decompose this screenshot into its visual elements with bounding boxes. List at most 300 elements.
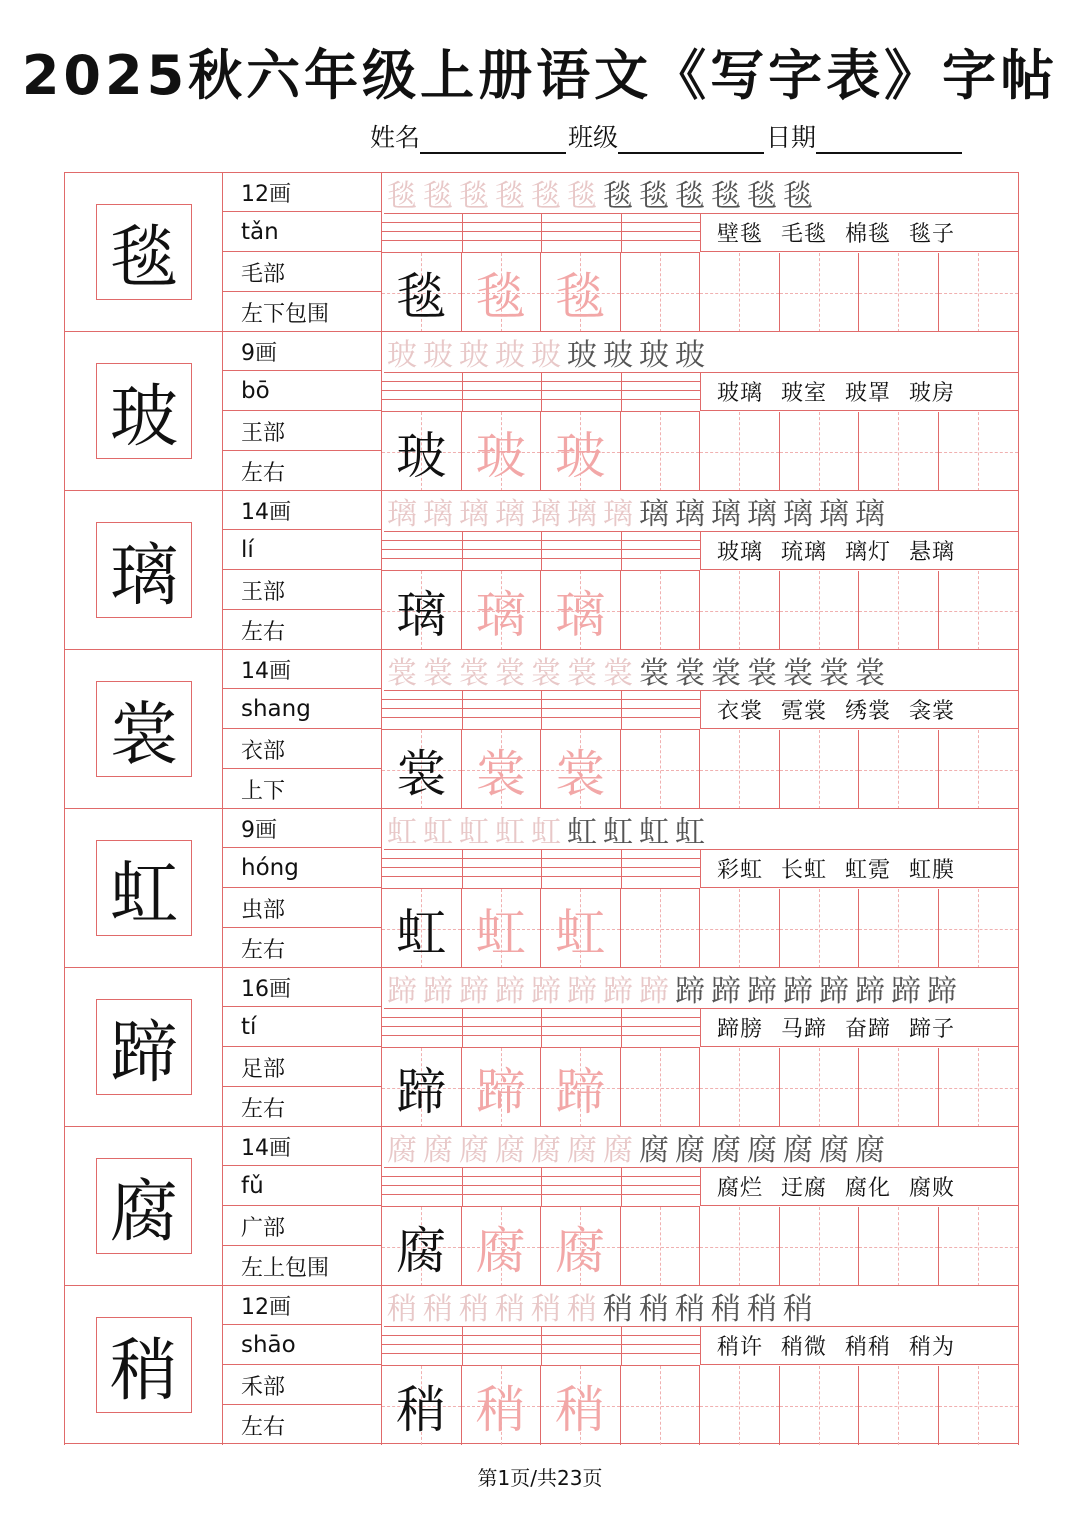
practice-area <box>381 1285 1019 1445</box>
writing-cell[interactable] <box>541 412 621 491</box>
writing-cell[interactable] <box>939 1207 1019 1286</box>
model-character-cell <box>64 1285 223 1445</box>
stroke-step: 腐 <box>639 1133 669 1168</box>
writing-cell[interactable] <box>462 1366 542 1445</box>
stroke-step: 蹄 <box>927 974 957 1009</box>
guide-divider <box>541 531 542 570</box>
model-character-cell <box>64 808 223 968</box>
guide-divider <box>621 1167 622 1206</box>
model-character-cell <box>64 1126 223 1286</box>
writing-cell[interactable] <box>382 253 462 332</box>
stroke-step: 稍 <box>495 1292 525 1327</box>
example-word: 玻璃 <box>717 380 764 406</box>
writing-cell[interactable] <box>541 730 621 809</box>
stroke-step: 稍 <box>603 1292 633 1327</box>
stroke-step: 玻 <box>387 338 417 373</box>
tracing-character: 玻 <box>555 426 606 485</box>
writing-cell[interactable] <box>859 412 939 491</box>
writing-cell[interactable] <box>621 253 701 332</box>
writing-cell[interactable] <box>939 253 1019 332</box>
stroke-step: 毯 <box>423 179 453 214</box>
cell-guide <box>780 1247 859 1248</box>
writing-cell[interactable] <box>780 412 860 491</box>
writing-cell[interactable] <box>780 1366 860 1445</box>
example-word: 玻罩 <box>845 380 892 406</box>
stroke-step: 玻 <box>531 338 561 373</box>
sample-character: 玻 <box>396 426 447 485</box>
example-word: 绣裳 <box>845 698 892 724</box>
writing-cell[interactable] <box>621 889 701 968</box>
stroke-step: 裳 <box>747 656 777 691</box>
radical-label: 足部 <box>223 1048 382 1087</box>
stroke-step: 虹 <box>387 815 417 850</box>
pinyin-writing-lines[interactable] <box>382 1008 700 1048</box>
stroke-step: 毯 <box>639 179 669 214</box>
tracing-character: 腐 <box>555 1221 606 1280</box>
guide-divider <box>621 690 622 729</box>
writing-cell[interactable] <box>382 412 462 491</box>
stroke-step: 毯 <box>387 179 417 214</box>
writing-cell[interactable] <box>621 1366 701 1445</box>
stroke-order-strip <box>384 1286 1018 1327</box>
guide-divider <box>462 849 463 888</box>
writing-cell[interactable] <box>621 1207 701 1286</box>
tracing-character: 稍 <box>475 1380 526 1439</box>
stroke-step: 腐 <box>783 1133 813 1168</box>
stroke-step: 蹄 <box>891 974 921 1009</box>
pinyin-writing-lines[interactable] <box>382 1167 700 1207</box>
structure-label: 左下包围 <box>241 302 330 327</box>
writing-cell[interactable] <box>700 730 780 809</box>
stroke-step: 璃 <box>675 497 705 532</box>
tracing-character: 璃 <box>555 585 606 644</box>
example-word: 虹霓 <box>845 857 892 883</box>
character-row <box>64 490 1018 649</box>
character-info <box>222 331 382 491</box>
stroke-step: 蹄 <box>387 974 417 1009</box>
cell-guide <box>859 1088 938 1089</box>
writing-cell[interactable] <box>700 253 780 332</box>
pinyin-writing-lines[interactable] <box>382 531 700 571</box>
model-character: 玻 <box>96 363 192 459</box>
writing-cell[interactable] <box>700 1048 780 1127</box>
guide-divider <box>462 372 463 411</box>
example-words <box>700 213 1018 252</box>
cell-guide <box>621 293 700 294</box>
cell-guide <box>780 929 859 930</box>
pinyin-label: shāo <box>223 1326 382 1365</box>
stroke-count-label: 12画 <box>223 173 382 212</box>
stroke-step: 蹄 <box>639 974 669 1009</box>
guide-divider <box>541 1008 542 1047</box>
stroke-count-label: 9画 <box>223 332 382 371</box>
writing-cell[interactable] <box>939 1366 1019 1445</box>
stroke-step: 稍 <box>783 1292 813 1327</box>
example-word: 悬璃 <box>909 539 956 565</box>
example-word: 迂腐 <box>781 1175 828 1201</box>
cell-guide <box>700 929 779 930</box>
stroke-step: 稍 <box>747 1292 777 1327</box>
structure-label: 左右 <box>241 461 286 486</box>
stroke-step: 璃 <box>711 497 741 532</box>
writing-cell[interactable] <box>700 1207 780 1286</box>
guide-divider <box>621 213 622 252</box>
stroke-step: 毯 <box>495 179 525 214</box>
tracing-character: 蹄 <box>475 1062 526 1121</box>
guide-divider <box>462 213 463 252</box>
writing-cell[interactable] <box>462 253 542 332</box>
example-word: 腐败 <box>909 1175 956 1201</box>
example-word: 玻房 <box>909 380 956 406</box>
writing-cell[interactable] <box>939 571 1019 650</box>
character-row <box>64 331 1018 490</box>
writing-cell[interactable] <box>621 730 701 809</box>
stroke-step: 蹄 <box>459 974 489 1009</box>
stroke-count-label: 12画 <box>223 1286 382 1325</box>
date-blank[interactable] <box>816 124 962 154</box>
stroke-step: 蹄 <box>783 974 813 1009</box>
stroke-step: 裳 <box>531 656 561 691</box>
tracing-character: 虹 <box>555 903 606 962</box>
tracing-character: 虹 <box>475 903 526 962</box>
character-info <box>222 967 382 1127</box>
stroke-step: 毯 <box>567 179 597 214</box>
page-footer: 第1页/共23页 <box>477 1466 603 1490</box>
guide-divider <box>541 690 542 729</box>
writing-cell[interactable] <box>541 1366 621 1445</box>
example-word: 毛毯 <box>781 221 828 247</box>
guide-divider <box>621 1326 622 1365</box>
structure-label: 左右 <box>241 1415 286 1440</box>
stroke-step: 裳 <box>711 656 741 691</box>
guide-divider <box>621 372 622 411</box>
cell-guide <box>700 1406 779 1407</box>
character-row <box>64 967 1018 1126</box>
writing-cell[interactable] <box>700 412 780 491</box>
character-info <box>222 1285 382 1445</box>
cell-guide <box>700 452 779 453</box>
stroke-step: 毯 <box>747 179 777 214</box>
cell-guide <box>859 929 938 930</box>
cell-guide <box>700 611 779 612</box>
model-character-cell <box>64 490 223 650</box>
name-label: 姓名 <box>370 123 421 152</box>
guide-divider <box>541 1167 542 1206</box>
stroke-step: 璃 <box>423 497 453 532</box>
writing-cell[interactable] <box>780 730 860 809</box>
example-words <box>700 690 1018 729</box>
writing-cell[interactable] <box>859 889 939 968</box>
practice-area <box>381 967 1019 1127</box>
stroke-order-strip <box>384 491 1018 532</box>
pinyin-label: fǔ <box>223 1167 382 1206</box>
name-blank[interactable] <box>420 124 566 154</box>
pinyin-writing-lines[interactable] <box>382 213 700 253</box>
writing-cell[interactable] <box>700 1366 780 1445</box>
writing-cell[interactable] <box>939 730 1019 809</box>
character-info <box>222 490 382 650</box>
radical-label: 毛部 <box>223 253 382 292</box>
structure-label: 左上包围 <box>241 1256 330 1281</box>
example-word: 稍许 <box>717 1334 764 1360</box>
stroke-step: 裳 <box>459 656 489 691</box>
radical-label: 虫部 <box>223 889 382 928</box>
model-character: 蹄 <box>96 999 192 1095</box>
stroke-step: 玻 <box>423 338 453 373</box>
cell-guide <box>700 1088 779 1089</box>
example-word: 彩虹 <box>717 857 764 883</box>
cell-guide <box>780 770 859 771</box>
stroke-step: 稍 <box>675 1292 705 1327</box>
character-info <box>222 649 382 809</box>
example-word: 稍稍 <box>845 1334 892 1360</box>
stroke-step: 蹄 <box>711 974 741 1009</box>
stroke-step: 稍 <box>459 1292 489 1327</box>
pinyin-writing-lines[interactable] <box>382 690 700 730</box>
writing-cell[interactable] <box>621 1048 701 1127</box>
stroke-step: 虹 <box>603 815 633 850</box>
guide-divider <box>462 690 463 729</box>
character-row <box>64 649 1018 808</box>
writing-cell[interactable] <box>780 1207 860 1286</box>
example-words <box>700 372 1018 411</box>
stroke-step: 璃 <box>639 497 669 532</box>
practice-sheet <box>64 172 1018 1444</box>
stroke-count-label: 14画 <box>223 491 382 530</box>
cell-guide <box>780 452 859 453</box>
example-word: 壁毯 <box>717 221 764 247</box>
pinyin-label: tǎn <box>223 213 382 252</box>
stroke-step: 虹 <box>639 815 669 850</box>
writing-cell[interactable] <box>780 889 860 968</box>
character-row <box>64 172 1018 331</box>
cell-guide <box>859 452 938 453</box>
student-info <box>370 122 964 154</box>
writing-cell[interactable] <box>859 1048 939 1127</box>
example-words <box>700 1167 1018 1206</box>
example-word: 蹄膀 <box>717 1016 764 1042</box>
cell-guide <box>859 1406 938 1407</box>
writing-cell[interactable] <box>462 571 542 650</box>
example-words <box>700 531 1018 570</box>
cell-guide <box>939 293 1019 294</box>
stroke-step: 玻 <box>675 338 705 373</box>
stroke-step: 稍 <box>387 1292 417 1327</box>
practice-area <box>381 1126 1019 1286</box>
stroke-step: 毯 <box>711 179 741 214</box>
writing-cell[interactable] <box>700 571 780 650</box>
stroke-step: 蹄 <box>747 974 777 1009</box>
writing-cell[interactable] <box>382 571 462 650</box>
pinyin-writing-lines[interactable] <box>382 1326 700 1366</box>
stroke-step: 璃 <box>459 497 489 532</box>
writing-cell[interactable] <box>780 253 860 332</box>
stroke-step: 腐 <box>567 1133 597 1168</box>
writing-cell[interactable] <box>541 1207 621 1286</box>
guide-divider <box>621 1008 622 1047</box>
cell-guide <box>700 1247 779 1248</box>
cell-guide <box>621 1406 700 1407</box>
tracing-character: 毯 <box>475 267 526 326</box>
writing-cell[interactable] <box>859 571 939 650</box>
tracing-character: 腐 <box>475 1221 526 1280</box>
cell-guide <box>621 1247 700 1248</box>
tracing-character: 稍 <box>555 1380 606 1439</box>
guide-divider <box>621 849 622 888</box>
stroke-order-strip <box>384 332 1018 373</box>
writing-cell[interactable] <box>541 1048 621 1127</box>
cell-guide <box>621 770 700 771</box>
writing-cell[interactable] <box>541 889 621 968</box>
example-word: 长虹 <box>781 857 828 883</box>
structure-label: 左右 <box>241 620 286 645</box>
writing-cell[interactable] <box>541 571 621 650</box>
model-character-cell <box>64 649 223 809</box>
tracing-character: 璃 <box>475 585 526 644</box>
character-info <box>222 172 382 332</box>
example-word: 虹膜 <box>909 857 956 883</box>
example-word: 腐烂 <box>717 1175 764 1201</box>
stroke-count-label: 16画 <box>223 968 382 1007</box>
stroke-step: 裳 <box>603 656 633 691</box>
writing-cell[interactable] <box>780 571 860 650</box>
cell-guide <box>780 611 859 612</box>
stroke-step: 裳 <box>387 656 417 691</box>
writing-cell[interactable] <box>621 571 701 650</box>
writing-cell[interactable] <box>859 730 939 809</box>
stroke-count-label: 14画 <box>223 1127 382 1166</box>
example-word: 毯子 <box>909 221 956 247</box>
stroke-step: 裳 <box>495 656 525 691</box>
writing-cell[interactable] <box>541 253 621 332</box>
stroke-step: 裳 <box>855 656 885 691</box>
stroke-step: 稍 <box>531 1292 561 1327</box>
stroke-step: 裳 <box>423 656 453 691</box>
stroke-step: 虹 <box>423 815 453 850</box>
stroke-step: 腐 <box>531 1133 561 1168</box>
writing-cell[interactable] <box>859 1366 939 1445</box>
writing-cell[interactable] <box>462 412 542 491</box>
model-character: 腐 <box>96 1158 192 1254</box>
example-word: 腐化 <box>845 1175 892 1201</box>
writing-cell[interactable] <box>462 730 542 809</box>
sample-character: 蹄 <box>396 1062 447 1121</box>
sample-character: 虹 <box>396 903 447 962</box>
writing-cell[interactable] <box>780 1048 860 1127</box>
cell-guide <box>621 929 700 930</box>
writing-grid <box>382 1048 1018 1127</box>
writing-cell[interactable] <box>462 1048 542 1127</box>
stroke-step: 腐 <box>387 1133 417 1168</box>
stroke-step: 玻 <box>639 338 669 373</box>
cell-guide <box>780 1406 859 1407</box>
example-word: 璃灯 <box>845 539 892 565</box>
stroke-step: 稍 <box>639 1292 669 1327</box>
date-label: 日期 <box>766 123 817 152</box>
class-blank[interactable] <box>618 124 764 154</box>
writing-cell[interactable] <box>382 1207 462 1286</box>
pinyin-writing-lines[interactable] <box>382 372 700 412</box>
cell-guide <box>859 611 938 612</box>
writing-cell[interactable] <box>700 889 780 968</box>
stroke-step: 毯 <box>675 179 705 214</box>
writing-cell[interactable] <box>382 730 462 809</box>
writing-cell[interactable] <box>859 253 939 332</box>
writing-cell[interactable] <box>939 412 1019 491</box>
stroke-step: 虹 <box>459 815 489 850</box>
stroke-step: 稍 <box>711 1292 741 1327</box>
stroke-step: 蹄 <box>567 974 597 1009</box>
stroke-step: 虹 <box>675 815 705 850</box>
structure-label: 左右 <box>241 1097 286 1122</box>
writing-cell[interactable] <box>462 889 542 968</box>
writing-cell[interactable] <box>939 889 1019 968</box>
pinyin-label: tí <box>223 1008 382 1047</box>
stroke-step: 蹄 <box>603 974 633 1009</box>
sample-character: 稍 <box>396 1380 447 1439</box>
writing-cell[interactable] <box>621 412 701 491</box>
stroke-step: 虹 <box>531 815 561 850</box>
stroke-step: 璃 <box>387 497 417 532</box>
stroke-step: 玻 <box>603 338 633 373</box>
stroke-step: 虹 <box>495 815 525 850</box>
example-word: 奋蹄 <box>845 1016 892 1042</box>
stroke-order-strip <box>384 650 1018 691</box>
writing-cell[interactable] <box>382 889 462 968</box>
radical-label: 广部 <box>223 1207 382 1246</box>
stroke-step: 蹄 <box>819 974 849 1009</box>
writing-cell[interactable] <box>939 1048 1019 1127</box>
stroke-step: 腐 <box>855 1133 885 1168</box>
cell-guide <box>939 1406 1019 1407</box>
character-info <box>222 808 382 968</box>
sample-character: 腐 <box>396 1221 447 1280</box>
stroke-step: 蹄 <box>675 974 705 1009</box>
practice-area <box>381 649 1019 809</box>
tracing-character: 玻 <box>475 426 526 485</box>
stroke-step: 璃 <box>819 497 849 532</box>
cell-guide <box>621 452 700 453</box>
example-word: 琉璃 <box>781 539 828 565</box>
stroke-step: 蹄 <box>423 974 453 1009</box>
writing-cell[interactable] <box>382 1366 462 1445</box>
stroke-step: 璃 <box>603 497 633 532</box>
radical-label: 衣部 <box>223 730 382 769</box>
writing-cell[interactable] <box>462 1207 542 1286</box>
pinyin-label: bō <box>223 372 382 411</box>
model-character-cell <box>64 172 223 332</box>
pinyin-writing-lines[interactable] <box>382 849 700 889</box>
writing-cell[interactable] <box>382 1048 462 1127</box>
model-character: 璃 <box>96 522 192 618</box>
stroke-step: 玻 <box>567 338 597 373</box>
example-words <box>700 1008 1018 1047</box>
example-word: 玻璃 <box>717 539 764 565</box>
guide-divider <box>462 531 463 570</box>
cell-guide <box>780 1088 859 1089</box>
stroke-step: 腐 <box>459 1133 489 1168</box>
radical-label: 王部 <box>223 571 382 610</box>
stroke-step: 腐 <box>711 1133 741 1168</box>
stroke-step: 稍 <box>423 1292 453 1327</box>
stroke-order-strip <box>384 173 1018 214</box>
guide-divider <box>462 1326 463 1365</box>
writing-cell[interactable] <box>859 1207 939 1286</box>
stroke-step: 虹 <box>567 815 597 850</box>
stroke-step: 裳 <box>639 656 669 691</box>
cell-guide <box>859 1247 938 1248</box>
cell-guide <box>621 611 700 612</box>
